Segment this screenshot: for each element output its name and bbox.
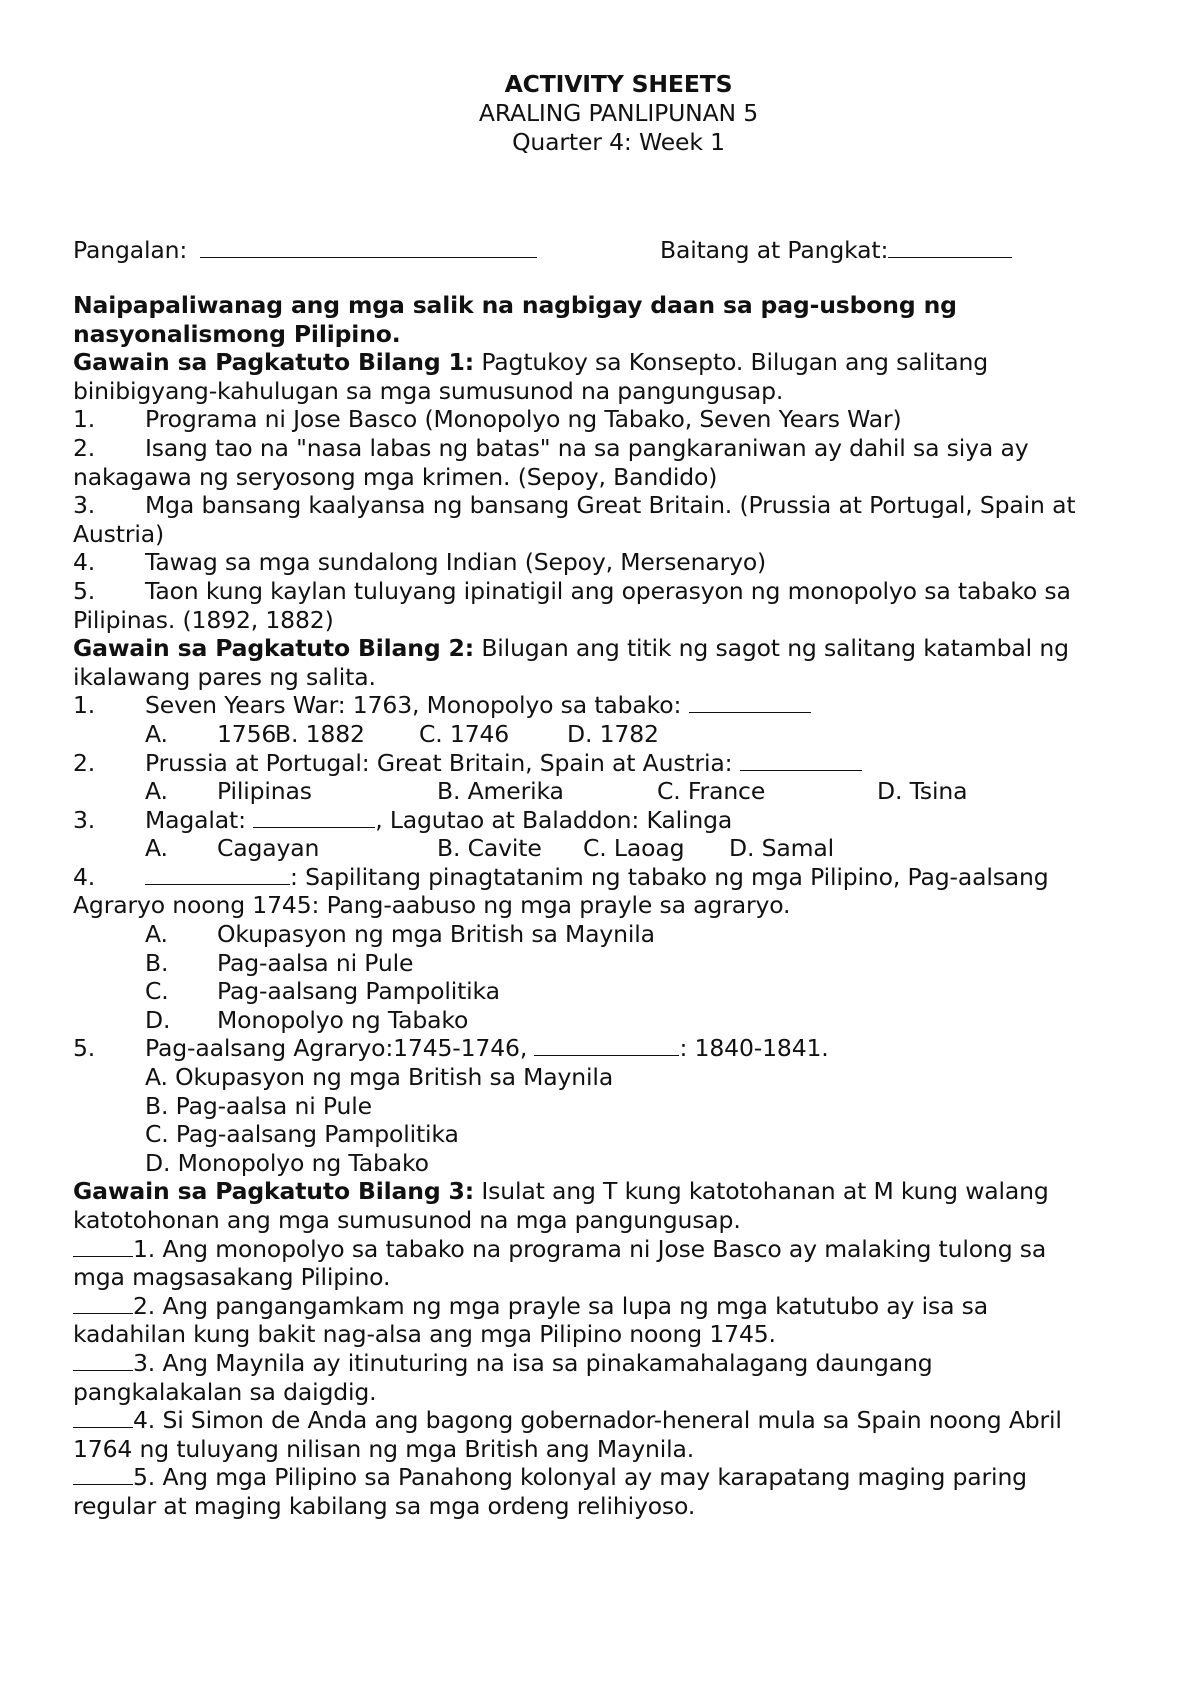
answer-blank[interactable]	[73, 1407, 133, 1428]
option-text: Monopolyo ng Tabako	[217, 1005, 469, 1034]
grade-label: Baitang at Pangkat:	[660, 236, 889, 264]
item-text: Mga bansang kaalyansa ng bansang Great Britain. (Prussia at Portugal, Spain at	[145, 491, 1076, 520]
gawain-1-item	[73, 577, 1104, 634]
option-a-letter[interactable]: A.	[145, 719, 168, 748]
gawain-3-item	[73, 1292, 1104, 1349]
item-text-cont: nakagawa ng seryosong mga krimen. (Sepoy, Bandido)	[73, 462, 718, 491]
gawain-3-instr-2: katotohonan ang mga sumusunod na mga pangungusap.	[73, 1206, 741, 1234]
option-c[interactable]: C. Laoag	[583, 834, 685, 863]
question-text: Seven Years War: 1763, Monopolyo sa tabako:	[145, 691, 689, 720]
gawain-2-instr-1: Bilugan ang titik ng sagot ng salitang katambal ng	[474, 634, 1069, 663]
item-number: 4.	[73, 548, 96, 577]
question-number: 3.	[73, 805, 96, 834]
answer-blank[interactable]	[73, 1293, 133, 1314]
item-number: 5.	[73, 576, 96, 605]
question-text: Prussia at Portugal: Great Britain, Spain at Austria:	[145, 748, 740, 777]
answer-blank[interactable]	[689, 692, 811, 713]
item-text: Programa ni Jose Basco (Monopolyo ng Tabako, Seven Years War)	[145, 405, 902, 434]
item-text: 4. Si Simon de Anda ang bagong gobernador-heneral mula sa Spain noong Abril	[133, 1406, 1062, 1435]
sheet-title: ACTIVITY SHEETS	[504, 70, 733, 98]
question-number: 1.	[73, 691, 96, 720]
answer-blank[interactable]	[73, 1464, 133, 1485]
gawain-3-item	[73, 1463, 1104, 1520]
question-number: 5.	[73, 1034, 96, 1063]
option-text: Okupasyon ng mga British sa Maynila	[217, 920, 655, 949]
answer-blank[interactable]	[73, 1350, 133, 1371]
gawain-3-instruction	[73, 1177, 1104, 1206]
option-b[interactable]: B. 1882	[275, 719, 365, 748]
gawain-2-question-5	[73, 1034, 1104, 1063]
question-4-option[interactable]	[73, 977, 1104, 1006]
gawain-2-question-2	[73, 749, 1104, 778]
item-text: 5. Ang mga Pilipino sa Panahong kolonyal ay may karapatang maging paring	[133, 1463, 1027, 1492]
option-a-text[interactable]: 1756	[217, 719, 277, 748]
question-4-option[interactable]	[73, 949, 1104, 978]
question-number: 2.	[73, 748, 96, 777]
item-text: 1. Ang monopolyo sa tabako na programa ni Jose Basco ay malaking tulong sa	[133, 1234, 1047, 1263]
gawain-2-question-4	[73, 863, 1104, 892]
question-3-options	[73, 834, 1104, 863]
question-1-options	[73, 720, 1104, 749]
question-text-post: , Lagutao at Baladdon: Kalinga	[375, 805, 733, 834]
question-5-option[interactable]: A. Okupasyon ng mga British sa Maynila	[145, 1063, 614, 1092]
gawain-1-heading: Gawain sa Pagkatuto Bilang 1:	[73, 348, 475, 377]
question-5-option[interactable]: B. Pag-aalsa ni Pule	[145, 1091, 372, 1120]
question-number: 4.	[73, 862, 96, 891]
item-text: Tawag sa mga sundalong Indian (Sepoy, Mersenaryo)	[145, 548, 767, 577]
question-5-option[interactable]: D. Monopolyo ng Tabako	[145, 1148, 429, 1177]
answer-blank[interactable]	[534, 1035, 679, 1056]
gawain-1-item	[73, 548, 1104, 577]
option-c[interactable]: C. France	[657, 777, 766, 806]
gawain-2-heading: Gawain sa Pagkatuto Bilang 2:	[73, 634, 475, 663]
item-text: 3. Ang Maynila ay itinuturing na isa sa pinakamahalagang daungang	[133, 1348, 933, 1377]
question-text-cont: Agraryo noong 1745: Pang-aabuso ng mga prayle sa agraryo.	[73, 891, 791, 920]
gawain-2-question-3	[73, 806, 1104, 835]
question-2-options	[73, 777, 1104, 806]
name-blank[interactable]	[200, 237, 537, 258]
gawain-1-instr-1: Pagtukoy sa Konsepto. Bilugan ang salitang	[474, 348, 989, 377]
item-text-cont: Pilipinas. (1892, 1882)	[73, 605, 334, 634]
option-a-letter[interactable]: A.	[145, 777, 168, 806]
option-letter: A.	[145, 920, 168, 949]
gawain-2-question-1	[73, 691, 1104, 720]
gawain-1-item	[73, 405, 1104, 434]
option-letter: C.	[145, 977, 169, 1006]
sheet-subject: ARALING PANLIPUNAN 5	[478, 99, 759, 127]
option-a-text[interactable]: Pilipinas	[217, 777, 312, 806]
item-text: 2. Ang pangangamkam ng mga prayle sa lupa ng mga katutubo ay isa sa	[133, 1291, 989, 1320]
name-field-group	[73, 236, 537, 265]
item-text-cont: kadahilan kung bakit nag-alsa ang mga Pilipino noong 1745.	[73, 1320, 776, 1349]
answer-blank[interactable]	[145, 864, 290, 885]
item-text-cont: mga magsasakang Pilipino.	[73, 1263, 391, 1292]
objective-line-2: nasyonalismong Pilipino.	[73, 319, 401, 348]
option-b[interactable]: B. Amerika	[437, 777, 564, 806]
gawain-2-instruction	[73, 634, 1104, 663]
option-a-text[interactable]: Cagayan	[217, 834, 320, 863]
item-text-cont: pangkalakalan sa daigdig.	[73, 1377, 377, 1406]
gawain-1-item	[73, 434, 1104, 491]
question-text-pre: Magalat:	[145, 805, 254, 834]
name-label: Pangalan:	[73, 236, 188, 264]
objective-line-1: Naipapaliwanag ang mga salik na nagbigay daan sa pag-usbong ng	[73, 291, 957, 319]
gawain-1-instruction	[73, 348, 1104, 377]
question-5-option[interactable]: C. Pag-aalsang Pampolitika	[145, 1120, 459, 1149]
gawain-1-instr-2: binibigyang-kahulugan sa mga sumusunod na pangungusap.	[73, 376, 784, 405]
gawain-1-item	[73, 491, 1104, 548]
student-info-row	[73, 236, 1104, 266]
option-d[interactable]: D. Samal	[729, 834, 834, 863]
gawain-3-item	[73, 1349, 1104, 1406]
gawain-3-item	[73, 1235, 1104, 1292]
gawain-3-heading: Gawain sa Pagkatuto Bilang 3:	[73, 1177, 475, 1206]
grade-blank[interactable]	[888, 237, 1012, 258]
item-text-cont: 1764 ng tuluyang nilisan ng mga British ang Maynila.	[73, 1434, 695, 1463]
sheet-header	[73, 70, 1104, 157]
question-text: : Sapilitang pinagtatanim ng tabako ng mga Pilipino, Pag-aalsang	[290, 862, 1049, 891]
grade-field-group	[660, 236, 1012, 265]
gawain-3-item	[73, 1406, 1104, 1463]
item-number: 1.	[73, 405, 96, 434]
question-text-pre: Pag-aalsang Agraryo:1745-1746,	[145, 1034, 535, 1063]
item-text: Taon kung kaylan tuluyang ipinatigil ang operasyon ng monopolyo sa tabako sa	[145, 576, 1071, 605]
question-4-option[interactable]	[73, 920, 1104, 949]
sheet-quarter: Quarter 4: Week 1	[512, 128, 725, 156]
item-text-cont: regular at maging kabilang sa mga ordeng relihiyoso.	[73, 1491, 696, 1520]
question-4-option[interactable]	[73, 1006, 1104, 1035]
option-text: Pag-aalsang Pampolitika	[217, 977, 500, 1006]
option-d[interactable]: D. 1782	[567, 719, 659, 748]
option-letter: B.	[145, 948, 169, 977]
item-text-cont: Austria)	[73, 519, 164, 548]
item-text: Isang tao na "nasa labas ng batas" na sa pangkaraniwan ay dahil sa siya ay	[145, 433, 1029, 462]
option-letter: D.	[145, 1005, 171, 1034]
gawain-2-instr-2: ikalawang pares ng salita.	[73, 662, 376, 691]
answer-blank[interactable]	[740, 750, 862, 771]
option-a-letter[interactable]: A.	[145, 834, 168, 863]
item-number: 2.	[73, 433, 96, 462]
gawain-3-instr-1: Isulat ang T kung katotohanan at M kung walang	[474, 1177, 1049, 1206]
option-b[interactable]: B. Cavite	[437, 834, 542, 863]
question-text-post: : 1840-1841.	[679, 1034, 829, 1063]
item-number: 3.	[73, 491, 96, 520]
option-d[interactable]: D. Tsina	[877, 777, 968, 806]
answer-blank[interactable]	[73, 1236, 133, 1257]
answer-blank[interactable]	[253, 807, 375, 828]
option-text: Pag-aalsa ni Pule	[217, 948, 414, 977]
option-c[interactable]: C. 1746	[419, 719, 510, 748]
